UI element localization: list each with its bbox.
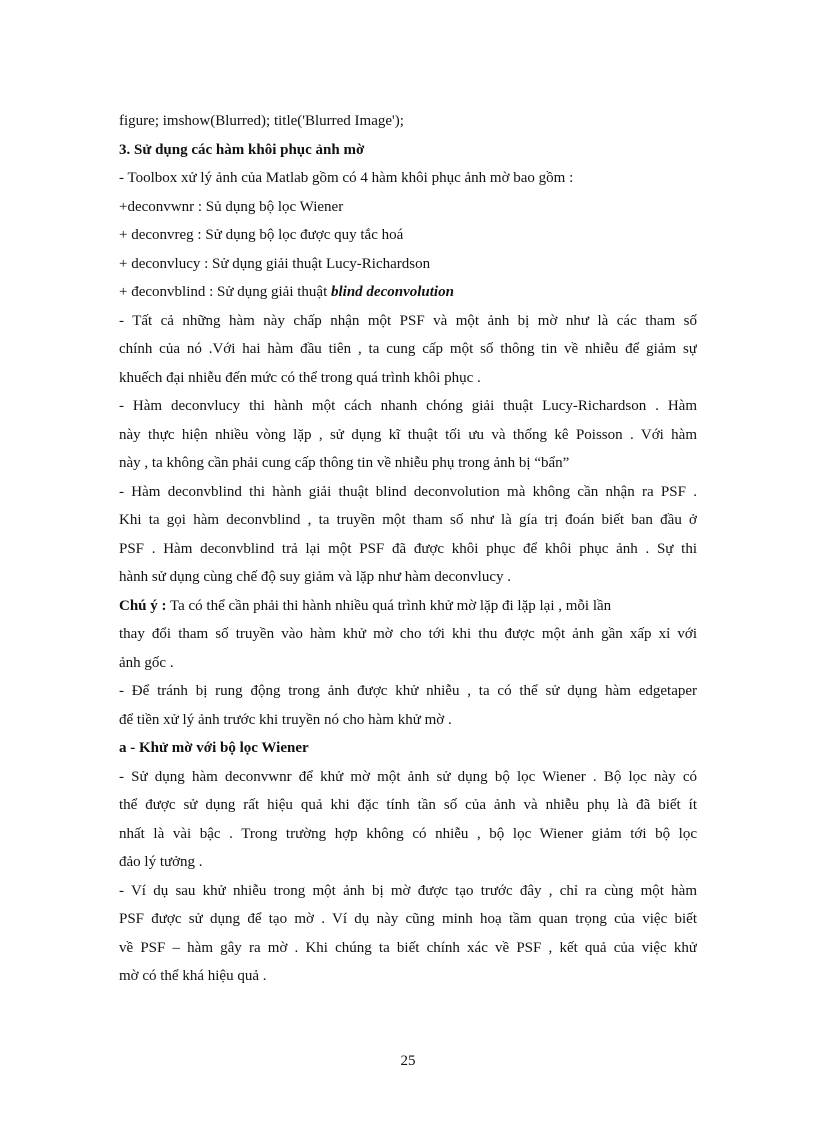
- paragraph-line: thể được sử dụng rất hiệu quả khi đặc tính tần số của ảnh và nhiễu phụ là đã biết ít: [119, 797, 697, 813]
- page-number: 25: [400, 1053, 416, 1069]
- paragraph-line: - Toolbox xử lý ảnh của Matlab gồm có 4 hàm khôi phục ảnh mờ bao gồm :: [119, 170, 574, 186]
- note-label: Chú ý :: [119, 597, 167, 614]
- paragraph-line: - Sử dụng hàm deconvwnr để khử mờ một ảnh sử dụng bộ lọc Wiener . Bộ lọc này có: [119, 768, 697, 785]
- section-heading: 3. Sử dụng các hàm khôi phục ảnh mờ: [119, 141, 365, 158]
- paragraph-line: - Tất cả những hàm này chấp nhận một PSF và một ảnh bị mờ như là các tham số: [119, 312, 697, 329]
- code-line: figure; imshow(Blurred); title('Blurred Image');: [119, 113, 404, 129]
- paragraph-line: đảo lý tưởng .: [119, 854, 203, 870]
- paragraph-line: ảnh gốc .: [119, 654, 174, 671]
- paragraph-line: - Ví dụ sau khử nhiễu trong một ảnh bị mờ được tạo trước đây , chỉ ra cùng một hàm: [119, 882, 697, 899]
- list-item: + deconvreg : Sử dụng bộ lọc được quy tắc hoá: [119, 227, 404, 243]
- paragraph-line: Khi ta gọi hàm deconvblind , ta truyền một tham số như là gía trị đoán biết ban đầu ở: [119, 512, 697, 528]
- paragraph-line: chính của nó .Với hai hàm đầu tiên , ta cung cấp một số thông tin về nhiễu để giảm sự: [119, 341, 697, 357]
- paragraph-line: mờ có thể khá hiệu quả .: [119, 968, 267, 984]
- paragraph-line: về PSF – hàm gây ra mờ . Khi chúng ta biết chính xác về PSF , kết quả của việc khử: [119, 939, 697, 956]
- list-item-text: + đeconvblind : Sử dụng giải thuật: [119, 284, 331, 300]
- note-line: [119, 592, 697, 621]
- note-text: Ta có thể cần phải thi hành nhiều quá trình khử mờ lặp đi lặp lại , mỗi lần: [166, 597, 612, 614]
- list-item: +deconvwnr : Sủ dụng bộ lọc Wiener: [119, 198, 344, 215]
- paragraph-line: - Hàm deconvlucy thi hành một cách nhanh chóng giải thuật Lucy-Richardson . Hàm: [119, 398, 697, 414]
- list-item: [119, 278, 697, 307]
- paragraph-line: hành sử dụng cùng chế độ suy giảm và lặp như hàm deconvlucy .: [119, 569, 512, 585]
- paragraph-line: nhất là vài bậc . Trong trường hợp không có nhiễu , bộ lọc Wiener giảm tới bộ lọc: [119, 825, 697, 842]
- paragraph-line: - Để tránh bị rung động trong ảnh được khử nhiễu , ta có thể sử dụng hàm edgetaper: [119, 683, 697, 699]
- paragraph-line: để tiền xử lý ảnh trước khi truyền nó cho hàm khử mờ .: [119, 711, 452, 728]
- paragraph-line: thay đổi tham số truyền vào hàm khử mờ cho tới khi thu được một ảnh gần xấp xỉ với: [119, 626, 697, 642]
- paragraph-line: - Hàm deconvblind thi hành giải thuật blind deconvolution mà không cần nhận ra PSF .: [119, 483, 697, 500]
- paragraph-line: PSF . Hàm deconvblind trả lại một PSF đã được khôi phục để khôi phục ảnh . Sự thi: [119, 540, 697, 557]
- paragraph-line: PSF được sử dụng để tạo mờ . Ví dụ này cũng minh hoạ tầm quan trọng của việc biết: [119, 911, 697, 927]
- page-body: [119, 107, 697, 991]
- paragraph-line: này thực hiện nhiều vòng lặp , sử dụng kĩ thuật tối ưu và thống kê Poisson . Với hàm: [119, 426, 697, 443]
- subsection-heading: a - Khử mờ với bộ lọc Wiener: [119, 740, 309, 756]
- list-item: + deconvlucy : Sử dụng giải thuật Lucy-Richardson: [119, 255, 431, 272]
- paragraph-line: khuếch đại nhiễu đến mức có thể trong quá trình khôi phục .: [119, 369, 481, 386]
- paragraph-line: này , ta không cần phải cung cấp thông tin về nhiễu phụ trong ảnh bị “bẩn”: [119, 455, 570, 471]
- emphasis-text: blind deconvolution: [331, 284, 454, 300]
